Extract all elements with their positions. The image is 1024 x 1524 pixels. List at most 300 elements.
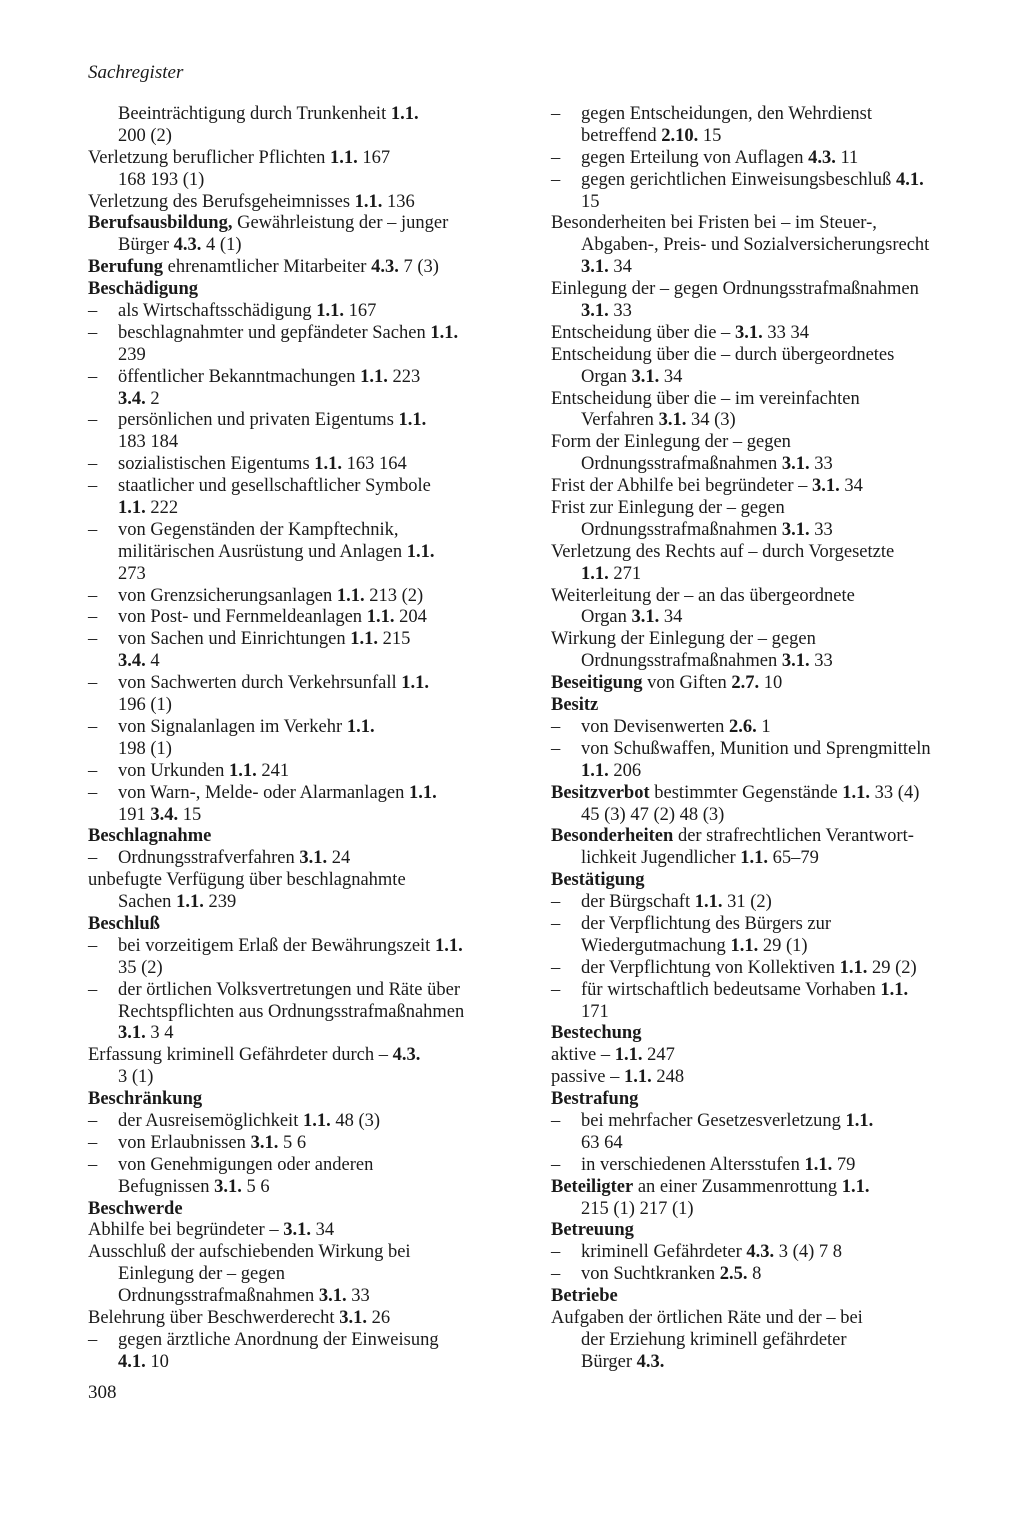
dash-marker: – bbox=[88, 1154, 98, 1175]
index-line bbox=[88, 279, 528, 301]
index-text: 198 (1) bbox=[118, 738, 172, 759]
index-text: 24 bbox=[327, 848, 351, 869]
index-ref: 1.1. bbox=[228, 760, 257, 781]
index-line bbox=[88, 1067, 528, 1089]
index-ref: 1.1. bbox=[581, 760, 609, 781]
index-text: 222 bbox=[145, 498, 179, 519]
dash-marker: – bbox=[88, 454, 98, 475]
index-text: 204 bbox=[394, 607, 427, 628]
index-text: von Sachwerten durch Verkehrsunfall bbox=[118, 673, 402, 694]
index-ref: 1.1. bbox=[694, 892, 723, 913]
index-text: von Genehmigungen oder anderen bbox=[118, 1154, 374, 1175]
index-text: Befugnissen bbox=[118, 1176, 215, 1197]
index-line bbox=[88, 1111, 528, 1133]
index-text: 79 bbox=[832, 1154, 856, 1175]
index-line bbox=[551, 739, 1001, 761]
index-line bbox=[551, 192, 1001, 214]
index-ref: 1.1. bbox=[434, 935, 463, 956]
index-line bbox=[88, 717, 528, 739]
index-line bbox=[88, 783, 528, 805]
index-text: 3 4 bbox=[145, 1023, 174, 1044]
index-ref: Berufsausbildung, bbox=[88, 213, 233, 234]
index-text: von Post- und Fernmeldeanlagen bbox=[118, 607, 367, 628]
index-ref: 1.1. bbox=[366, 607, 395, 628]
index-ref: 4.1. bbox=[895, 169, 924, 190]
index-text: 34 bbox=[659, 366, 683, 387]
index-line bbox=[88, 389, 528, 411]
index-text: beschlagnahmter und gepfändeter Sachen bbox=[118, 322, 431, 343]
index-text: 33 bbox=[809, 454, 833, 475]
index-line bbox=[88, 1023, 528, 1045]
index-ref: 1.1. bbox=[581, 563, 609, 584]
dash-marker: – bbox=[88, 673, 98, 694]
index-line bbox=[551, 826, 1001, 848]
index-text: Organ bbox=[581, 607, 632, 628]
index-text: 5 6 bbox=[241, 1176, 270, 1197]
index-text: gegen Erteilung von Auflagen bbox=[581, 147, 809, 168]
index-line bbox=[551, 607, 1001, 629]
index-text: staatlicher und gesellschaftlicher Symbole bbox=[118, 476, 431, 497]
index-ref: 1.1. bbox=[623, 1067, 652, 1088]
index-text: Ordnungsstrafmaßnahmen bbox=[581, 651, 782, 672]
index-ref: 1.1. bbox=[302, 1110, 331, 1131]
index-line bbox=[551, 170, 1001, 192]
index-text: 1 bbox=[756, 716, 771, 737]
index-ref: Beschwerde bbox=[88, 1198, 183, 1219]
index-line bbox=[88, 1133, 528, 1155]
index-line bbox=[88, 936, 528, 958]
index-line bbox=[88, 564, 528, 586]
index-line bbox=[551, 783, 1001, 805]
dash-marker: – bbox=[88, 366, 98, 387]
index-ref: 1.1. bbox=[336, 585, 365, 606]
index-text: 213 (2) bbox=[364, 585, 424, 606]
index-line bbox=[551, 761, 1001, 783]
index-text: von Warn-, Melde- oder Alarmanlagen bbox=[118, 782, 409, 803]
index-text: Ordnungsstrafmaßnahmen bbox=[581, 519, 782, 540]
index-text: der strafrechtlichen Verantwort- bbox=[673, 826, 914, 847]
index-line bbox=[88, 542, 528, 564]
index-line bbox=[88, 629, 528, 651]
index-line bbox=[88, 761, 528, 783]
index-line bbox=[88, 1089, 528, 1111]
dash-marker: – bbox=[551, 169, 561, 190]
index-text: 33 bbox=[608, 301, 632, 322]
index-line bbox=[551, 1089, 1001, 1111]
index-line bbox=[551, 213, 1001, 235]
index-line bbox=[551, 1264, 1001, 1286]
index-line bbox=[551, 848, 1001, 870]
index-line bbox=[88, 235, 528, 257]
index-ref: 3.4. bbox=[150, 804, 179, 825]
index-ref: 1.1. bbox=[398, 410, 427, 431]
index-text: Besonderheiten bei Fristen bei – im Steuer-, bbox=[551, 213, 877, 234]
index-line bbox=[88, 739, 528, 761]
index-line bbox=[88, 476, 528, 498]
index-line bbox=[551, 673, 1001, 695]
index-text: 15 bbox=[698, 125, 722, 146]
dash-marker: – bbox=[88, 1132, 98, 1153]
index-ref: 1.1. bbox=[614, 1045, 643, 1066]
index-line bbox=[551, 410, 1001, 432]
index-ref: 1.1. bbox=[406, 541, 435, 562]
index-text: 223 bbox=[387, 366, 421, 387]
index-ref: 3.1. bbox=[283, 1220, 311, 1241]
index-text: 15 bbox=[178, 804, 202, 825]
index-text: 11 bbox=[835, 147, 859, 168]
index-ref: Beschädigung bbox=[88, 279, 199, 300]
index-line bbox=[551, 345, 1001, 367]
index-text: Form der Einlegung der – gegen bbox=[551, 432, 791, 453]
index-ref: 1.1. bbox=[804, 1154, 833, 1175]
dash-marker: – bbox=[551, 957, 561, 978]
index-ref: 3.1. bbox=[581, 257, 609, 278]
index-text: 167 bbox=[357, 147, 391, 168]
index-text: Entscheidung über die – im vereinfachten bbox=[551, 388, 860, 409]
index-line bbox=[88, 498, 528, 520]
index-line bbox=[551, 717, 1001, 739]
index-text: bei vorzeitigem Erlaß der Bewährungszeit bbox=[118, 935, 435, 956]
index-text: betreffend bbox=[581, 125, 662, 146]
index-text: der örtlichen Volksvertretungen und Räte über bbox=[118, 979, 460, 1000]
index-text: Abgaben-, Preis- und Sozialversicherungsrecht bbox=[581, 235, 930, 256]
index-ref: 1.1. bbox=[314, 454, 343, 475]
index-line bbox=[88, 213, 528, 235]
index-line bbox=[88, 673, 528, 695]
index-line bbox=[551, 520, 1001, 542]
dash-marker: – bbox=[88, 1110, 98, 1131]
index-line bbox=[551, 1155, 1001, 1177]
index-line bbox=[88, 914, 528, 936]
index-ref: 1.1. bbox=[740, 848, 769, 869]
index-ref: 2.5. bbox=[719, 1264, 748, 1285]
index-line bbox=[551, 564, 1001, 586]
index-line bbox=[551, 476, 1001, 498]
index-ref: Beteiligter bbox=[551, 1176, 634, 1197]
index-ref: 1.1. bbox=[430, 322, 459, 343]
index-text: Verletzung beruflicher Pflichten bbox=[88, 147, 330, 168]
index-line bbox=[551, 1177, 1001, 1199]
index-ref: 2.6. bbox=[728, 716, 757, 737]
index-ref: 3.1. bbox=[581, 301, 609, 322]
index-line bbox=[88, 1264, 528, 1286]
index-ref: Betreuung bbox=[551, 1220, 634, 1241]
index-line bbox=[551, 914, 1001, 936]
index-ref: 3.1. bbox=[299, 848, 328, 869]
index-text: 239 bbox=[118, 344, 146, 365]
index-ref: 1.1. bbox=[176, 892, 204, 913]
index-ref: 1.1. bbox=[118, 498, 146, 519]
index-text: 168 193 (1) bbox=[118, 169, 205, 190]
index-text: 3 (4) 7 8 bbox=[774, 1242, 842, 1263]
index-text: von Grenzsicherungsanlagen bbox=[118, 585, 337, 606]
index-line bbox=[88, 1330, 528, 1352]
index-text: 15 bbox=[581, 191, 600, 212]
index-line bbox=[88, 1155, 528, 1177]
dash-marker: – bbox=[88, 519, 98, 540]
index-line bbox=[551, 367, 1001, 389]
index-ref: 1.1. bbox=[409, 782, 437, 803]
dash-marker: – bbox=[88, 782, 98, 803]
index-text: Rechtspflichten aus Ordnungsstrafmaßnahmen bbox=[118, 1001, 465, 1022]
index-line bbox=[551, 148, 1001, 170]
index-line bbox=[88, 104, 528, 126]
index-text: 31 (2) bbox=[722, 892, 772, 913]
index-text: 34 bbox=[659, 607, 683, 628]
index-text: 33 34 bbox=[762, 322, 809, 343]
index-ref: Betriebe bbox=[551, 1286, 618, 1307]
index-text: 33 bbox=[346, 1286, 370, 1307]
dash-marker: – bbox=[88, 301, 98, 322]
index-line bbox=[551, 1242, 1001, 1264]
index-text: Frist der Abhilfe bei begründeter – bbox=[551, 476, 812, 497]
index-text: Einlegung der – gegen bbox=[118, 1264, 285, 1285]
index-line bbox=[551, 1045, 1001, 1067]
index-text: von Devisenwerten bbox=[581, 716, 729, 737]
index-ref: 4.3. bbox=[392, 1045, 421, 1066]
dash-marker: – bbox=[88, 629, 98, 650]
index-text: Abhilfe bei begründeter – bbox=[88, 1220, 284, 1241]
dash-marker: – bbox=[88, 607, 98, 628]
index-text: 63 64 bbox=[581, 1132, 623, 1153]
index-ref: 1.1. bbox=[390, 104, 419, 124]
index-line bbox=[88, 1220, 528, 1242]
index-line bbox=[551, 586, 1001, 608]
dash-marker: – bbox=[551, 104, 561, 124]
index-ref: 3.1. bbox=[631, 607, 660, 628]
index-ref: 3.1. bbox=[339, 1307, 367, 1328]
index-text: Beeinträchtigung durch Trunkenheit bbox=[118, 104, 391, 124]
index-text: öffentlicher Bekanntmachungen bbox=[118, 366, 361, 387]
index-line bbox=[88, 192, 528, 214]
index-text: der Verpflichtung von Kollektiven bbox=[581, 957, 840, 978]
index-text: 2 bbox=[145, 388, 160, 409]
index-text: 273 bbox=[118, 563, 146, 584]
index-ref: 1.1. bbox=[354, 191, 383, 212]
index-text: 29 (1) bbox=[758, 935, 808, 956]
index-line bbox=[551, 805, 1001, 827]
index-text: für wirtschaftlich bedeutsame Vorhaben bbox=[581, 979, 881, 1000]
index-text: Einlegung der – gegen Ordnungsstrafmaßnahmen bbox=[551, 279, 919, 300]
index-line bbox=[88, 892, 528, 914]
index-text: Frist zur Einlegung der – gegen bbox=[551, 498, 785, 519]
index-text: 191 bbox=[118, 804, 151, 825]
index-line bbox=[551, 870, 1001, 892]
index-line bbox=[88, 454, 528, 476]
dash-marker: – bbox=[551, 979, 561, 1000]
index-line bbox=[88, 1177, 528, 1199]
index-line bbox=[551, 323, 1001, 345]
index-line bbox=[88, 1308, 528, 1330]
index-line bbox=[551, 1111, 1001, 1133]
index-ref: 3.1. bbox=[781, 651, 810, 672]
index-line bbox=[551, 936, 1001, 958]
index-text: 8 bbox=[747, 1264, 762, 1285]
index-text: Organ bbox=[581, 366, 632, 387]
index-line bbox=[88, 958, 528, 980]
index-text: von Suchtkranken bbox=[581, 1264, 720, 1285]
index-text: gegen Entscheidungen, den Wehrdienst bbox=[581, 104, 873, 124]
index-text: gegen gerichtlichen Einweisungsbeschluß bbox=[581, 169, 896, 190]
index-text: lichkeit Jugendlicher bbox=[581, 848, 741, 869]
index-text: 65–79 bbox=[768, 848, 819, 869]
index-column-left bbox=[88, 104, 528, 1374]
index-text: 215 (1) 217 (1) bbox=[581, 1198, 694, 1219]
dash-marker: – bbox=[551, 147, 561, 168]
index-text: 35 (2) bbox=[118, 957, 163, 978]
index-text: 26 bbox=[366, 1307, 391, 1328]
dash-marker: – bbox=[551, 738, 561, 759]
index-line bbox=[551, 1199, 1001, 1221]
index-ref: 1.1. bbox=[842, 782, 871, 803]
index-ref: 3.1. bbox=[781, 519, 810, 540]
index-ref: 2.7. bbox=[731, 673, 760, 694]
index-ref: 3.1. bbox=[734, 322, 763, 343]
index-line bbox=[551, 892, 1001, 914]
index-text: Wiedergutmachung bbox=[581, 935, 731, 956]
dash-marker: – bbox=[88, 935, 98, 956]
index-line bbox=[551, 498, 1001, 520]
index-line bbox=[88, 520, 528, 542]
index-line bbox=[551, 1067, 1001, 1089]
index-line bbox=[551, 1352, 1001, 1374]
index-text: in verschiedenen Altersstufen bbox=[581, 1154, 805, 1175]
index-text: 7 (3) bbox=[398, 257, 439, 278]
index-line bbox=[88, 607, 528, 629]
index-line bbox=[551, 279, 1001, 301]
dash-marker: – bbox=[88, 979, 98, 1000]
index-text: von Signalanlagen im Verkehr bbox=[118, 716, 347, 737]
index-text: passive – bbox=[551, 1067, 624, 1088]
index-line bbox=[551, 301, 1001, 323]
index-text: Verletzung des Rechts auf – durch Vorgesetzte bbox=[551, 541, 895, 562]
index-line bbox=[88, 1045, 528, 1067]
index-ref: 1.1. bbox=[730, 935, 759, 956]
index-line bbox=[88, 651, 528, 673]
index-ref: 3.1. bbox=[318, 1286, 347, 1307]
index-line bbox=[88, 848, 528, 870]
index-text: Wirkung der Einlegung der – gegen bbox=[551, 629, 816, 650]
index-line bbox=[88, 586, 528, 608]
page-number: 308 bbox=[88, 1382, 117, 1403]
index-line bbox=[551, 1023, 1001, 1045]
index-text: Ausschluß der aufschiebenden Wirkung bei bbox=[88, 1242, 411, 1263]
index-line bbox=[88, 1199, 528, 1221]
index-text: 4 (1) bbox=[201, 235, 242, 256]
index-text: Weiterleitung der – an das übergeordnete bbox=[551, 585, 855, 606]
index-text: gegen ärztliche Anordnung der Einweisung bbox=[118, 1329, 439, 1350]
page-header: Sachregister bbox=[88, 62, 184, 83]
index-text: 29 (2) bbox=[867, 957, 917, 978]
index-line bbox=[88, 367, 528, 389]
index-text: Bürger bbox=[581, 1351, 637, 1372]
index-line bbox=[551, 454, 1001, 476]
index-ref: Beschluß bbox=[88, 913, 160, 934]
index-ref: 3.1. bbox=[658, 410, 687, 431]
index-ref: 3.1. bbox=[812, 476, 840, 497]
index-text: 136 bbox=[382, 191, 415, 212]
index-text: 33 bbox=[809, 519, 833, 540]
index-text: Ordnungsstrafverfahren bbox=[118, 848, 300, 869]
index-ref: 4.3. bbox=[173, 235, 202, 256]
index-text: Entscheidung über die – bbox=[551, 322, 735, 343]
dash-marker: – bbox=[88, 476, 98, 497]
index-text: 183 184 bbox=[118, 432, 179, 453]
dash-marker: – bbox=[88, 585, 98, 606]
index-text: bestimmter Gegenstände bbox=[649, 782, 843, 803]
index-text: Bürger bbox=[118, 235, 174, 256]
index-ref: 1.1. bbox=[360, 366, 388, 387]
index-line bbox=[88, 1286, 528, 1308]
index-ref: 4.1. bbox=[118, 1351, 146, 1372]
index-ref: Besitzverbot bbox=[551, 782, 650, 803]
index-text: Verfahren bbox=[581, 410, 659, 431]
index-text: 10 bbox=[145, 1351, 169, 1372]
dash-marker: – bbox=[551, 892, 561, 913]
index-ref: 1.1. bbox=[346, 716, 375, 737]
index-column-right bbox=[551, 104, 1001, 1374]
index-text: 167 bbox=[344, 301, 377, 322]
index-text: Gewährleistung der – junger bbox=[232, 213, 449, 234]
index-ref: 1.1. bbox=[841, 1176, 870, 1197]
index-ref: 3.1. bbox=[214, 1176, 242, 1197]
index-ref: 1.1. bbox=[329, 147, 358, 168]
index-text: 34 (3) bbox=[686, 410, 736, 431]
index-ref: Besonderheiten bbox=[551, 826, 674, 847]
dash-marker: – bbox=[551, 1110, 561, 1131]
index-ref: 3.1. bbox=[250, 1132, 279, 1153]
dash-marker: – bbox=[551, 1264, 561, 1285]
index-text: von Giften bbox=[642, 673, 732, 694]
index-text: von Gegenständen der Kampftechnik, bbox=[118, 519, 399, 540]
dash-marker: – bbox=[551, 1154, 561, 1175]
index-text: von Erlaubnissen bbox=[118, 1132, 251, 1153]
index-line bbox=[551, 257, 1001, 279]
index-text: aktive – bbox=[551, 1045, 615, 1066]
index-ref: Besitz bbox=[551, 695, 599, 716]
index-ref: Bestätigung bbox=[551, 870, 645, 891]
index-text: bei mehrfacher Gesetzesverletzung bbox=[581, 1110, 846, 1131]
index-line bbox=[88, 301, 528, 323]
index-line bbox=[88, 805, 528, 827]
index-line bbox=[551, 1220, 1001, 1242]
index-text: Erfassung kriminell Gefährdeter durch – bbox=[88, 1045, 393, 1066]
index-text: von Urkunden bbox=[118, 760, 229, 781]
index-ref: 1.1. bbox=[845, 1110, 874, 1131]
index-line bbox=[88, 323, 528, 345]
index-line bbox=[551, 389, 1001, 411]
index-text: der Verpflichtung des Bürgers zur bbox=[581, 913, 832, 934]
index-text: 34 bbox=[839, 476, 863, 497]
index-ref: Berufung bbox=[88, 257, 164, 278]
dash-marker: – bbox=[88, 848, 98, 869]
index-ref: Bestechung bbox=[551, 1023, 642, 1044]
index-ref: 3.4. bbox=[118, 388, 146, 409]
index-ref: 1.1. bbox=[401, 673, 429, 694]
index-line bbox=[88, 826, 528, 848]
index-ref: Beschränkung bbox=[88, 1089, 203, 1110]
index-text: Aufgaben der örtlichen Räte und der – bei bbox=[551, 1307, 863, 1328]
dash-marker: – bbox=[88, 1329, 98, 1350]
index-ref: Beseitigung bbox=[551, 673, 643, 694]
index-text: 3 (1) bbox=[118, 1067, 154, 1088]
index-ref: 1.1. bbox=[839, 957, 868, 978]
index-text: 33 bbox=[809, 651, 833, 672]
index-line bbox=[551, 542, 1001, 564]
index-text: als Wirtschaftsschädigung bbox=[118, 301, 317, 322]
index-text: 34 bbox=[310, 1220, 335, 1241]
index-line bbox=[88, 1352, 528, 1374]
